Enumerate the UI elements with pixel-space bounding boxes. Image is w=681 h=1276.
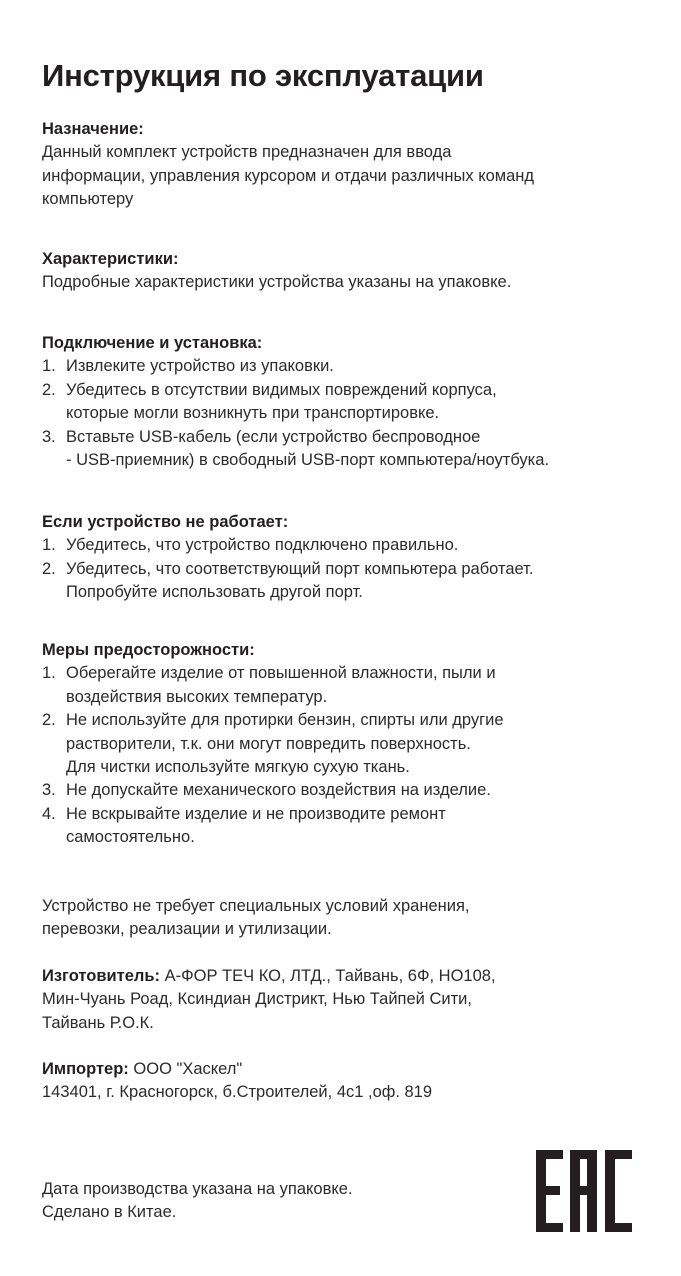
section-importer (42, 1058, 647, 1105)
text-line: Убедитесь, что соответствующий порт компьютера работает. (66, 559, 534, 578)
page-title: Инструкция по эксплуатации (42, 57, 484, 93)
setup-step-list (42, 355, 647, 472)
text-line: Не допускайте механического воздействия на изделие. (66, 781, 491, 800)
precautions-step-list (42, 662, 647, 849)
text-line: Убедитесь в отсутствии видимых повреждений корпуса, (66, 380, 497, 399)
section-precautions (42, 639, 647, 850)
section-specs-heading: Характеристики: (42, 250, 179, 268)
text-line: Данный комплект устройств предназначен для ввода (42, 143, 452, 162)
troubleshooting-step-list (42, 534, 647, 604)
manufacturer-block (42, 965, 647, 1035)
text-line: Сделано в Китае. (42, 1203, 177, 1222)
importer-first-line (42, 1058, 647, 1081)
importer-label: Импортер: (42, 1060, 129, 1078)
section-specs (42, 248, 647, 295)
list-item-number: 1. (42, 536, 56, 555)
text-line: ООО "Хаскел" (128, 1060, 243, 1078)
text-line: Дата производства указана на упаковке. (42, 1180, 353, 1198)
text-line: Убедитесь, что устройство подключено правильно. (66, 536, 459, 555)
eac-mark-icon (536, 1150, 632, 1232)
list-item (42, 779, 647, 802)
text-line: А-ФОР ТЕЧ КО, ЛТД., Тайвань, 6Ф, НО108, (160, 967, 496, 985)
list-item-number: 2. (42, 711, 56, 730)
text-line: перевозки, реализации и утилизации. (42, 920, 332, 939)
section-purpose (42, 118, 647, 212)
section-troubleshooting-heading: Если устройство не работает: (42, 513, 289, 531)
list-item-number: 2. (42, 380, 56, 399)
list-item-number: 1. (42, 357, 56, 376)
section-manufacturer (42, 965, 647, 1035)
text-line: растворители, т.к. они могут повредить поверхность. (66, 734, 471, 753)
list-item-number: 4. (42, 804, 56, 823)
text-line: которые могли возникнуть при транспортировке. (66, 404, 440, 423)
list-item-number: 1. (42, 664, 56, 683)
text-line: Подробные характеристики устройства указаны на упаковке. (42, 273, 512, 292)
text-line: Устройство не требует специальных условий хранения, (42, 897, 470, 915)
text-line: Не вскрывайте изделие и не производите ремонт (66, 804, 446, 823)
section-setup (42, 332, 647, 472)
section-storage-body (42, 895, 647, 942)
text-line: самостоятельно. (66, 828, 195, 847)
text-line: Не используйте для протирки бензин, спирты или другие (66, 711, 504, 730)
text-line: Попробуйте использовать другой порт. (66, 583, 363, 602)
text-line: Мин-Чуань Роад, Ксиндиан Дистрикт, Нью Тайпей Сити, (42, 990, 472, 1009)
list-item (42, 355, 647, 378)
importer-block (42, 1058, 647, 1105)
text-line: воздействия высоких температур. (66, 687, 328, 706)
manufacturer-first-line (42, 965, 647, 988)
text-line: информации, управления курсором и отдачи различных команд (42, 166, 535, 185)
list-item-number: 3. (42, 427, 56, 446)
section-purpose-heading: Назначение: (42, 120, 144, 138)
footer-note (42, 1178, 353, 1225)
text-line: Тайвань Р.О.К. (42, 1013, 154, 1032)
section-setup-heading: Подключение и установка: (42, 334, 263, 352)
list-item (42, 534, 647, 557)
list-item (42, 709, 647, 779)
section-precautions-heading: Меры предосторожности: (42, 641, 255, 659)
section-troubleshooting (42, 511, 647, 605)
section-storage (42, 895, 647, 942)
section-purpose-body (42, 141, 647, 211)
list-item (42, 662, 647, 709)
importer-address: 143401, г. Красногорск, б.Строителей, 4с1 ,оф. 819 (42, 1083, 433, 1102)
text-line: - USB-приемник) в свободный USB-порт компьютера/ноутбука. (66, 450, 550, 469)
list-item-number: 2. (42, 559, 56, 578)
text-line: Оберегайте изделие от повышенной влажности, пыли и (66, 664, 496, 683)
list-item (42, 379, 647, 426)
text-line: Извлеките устройство из упаковки. (66, 357, 334, 376)
list-item (42, 803, 647, 850)
text-line: Вставьте USB-кабель (если устройство беспроводное (66, 427, 481, 446)
manufacturer-label: Изготовитель: (42, 967, 160, 985)
text-line: Для чистки используйте мягкую сухую ткань. (66, 757, 410, 776)
list-item-number: 3. (42, 781, 56, 800)
section-specs-body (42, 271, 647, 294)
list-item (42, 426, 647, 473)
text-line: компьютеру (42, 190, 134, 209)
list-item (42, 558, 647, 605)
